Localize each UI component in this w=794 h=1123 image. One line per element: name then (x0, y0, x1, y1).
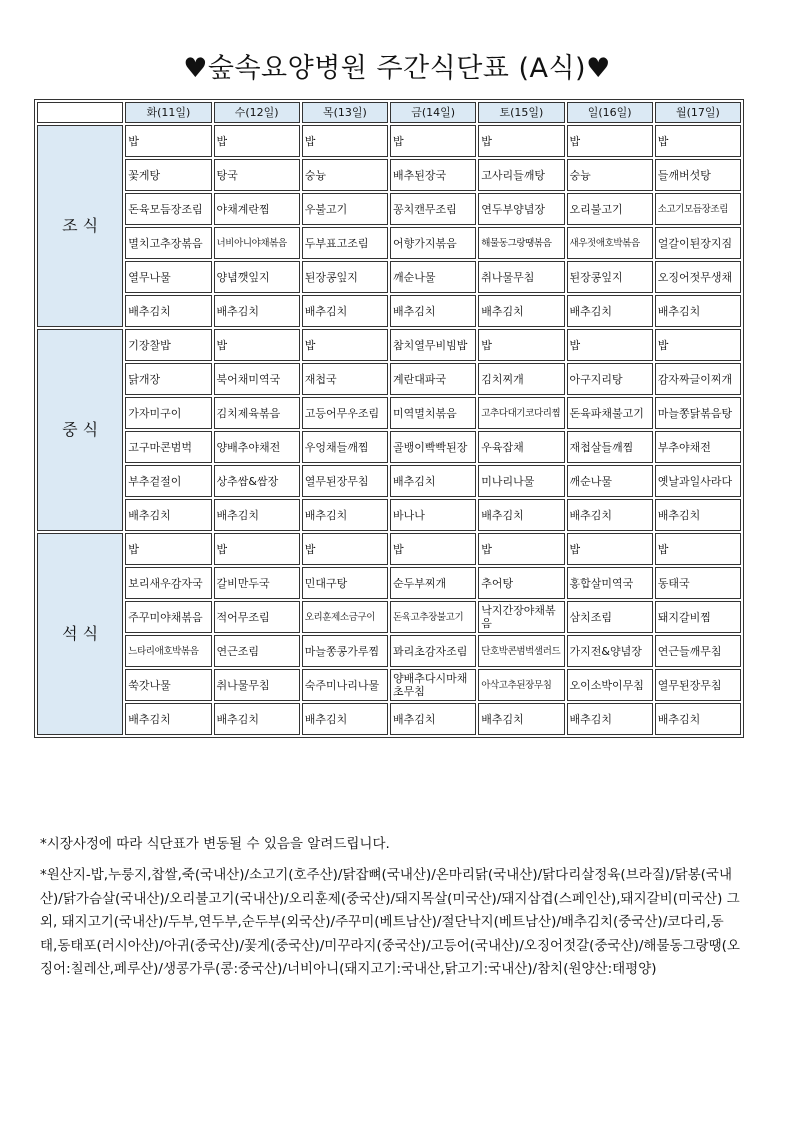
menu-item: 숙주미나리나물 (302, 669, 388, 701)
menu-item: 된장콩잎지 (567, 261, 653, 293)
menu-item: 고사리들깨탕 (478, 159, 564, 191)
menu-item: 깨순나물 (567, 465, 653, 497)
menu-item: 취나물무침 (214, 669, 300, 701)
menu-item: 우엉채들깨찜 (302, 431, 388, 463)
menu-item: 참치열무비빔밥 (390, 329, 476, 361)
menu-item: 배추김치 (655, 295, 741, 327)
meal-row (37, 635, 741, 667)
meal-row (37, 465, 741, 497)
menu-item: 탕국 (214, 159, 300, 191)
menu-item: 두부표고조림 (302, 227, 388, 259)
menu-item: 너비아니야채볶음 (214, 227, 300, 259)
menu-item: 양념깻잎지 (214, 261, 300, 293)
menu-item: 추어탕 (478, 567, 564, 599)
menu-item: 김치찌개 (478, 363, 564, 395)
menu-item: 연근조림 (214, 635, 300, 667)
corner-cell (37, 102, 123, 123)
menu-item: 밥 (567, 125, 653, 157)
menu-item: 열무나물 (125, 261, 211, 293)
menu-item: 밥 (390, 125, 476, 157)
menu-item: 옛날과일사라다 (655, 465, 741, 497)
menu-item: 연근들깨무침 (655, 635, 741, 667)
menu-item: 배추김치 (567, 703, 653, 735)
menu-item: 소고기모듬장조림 (655, 193, 741, 225)
meal-label: 중 식 (37, 329, 123, 531)
meal-label: 조 식 (37, 125, 123, 327)
meal-row (37, 567, 741, 599)
menu-item: 가지전&양념장 (567, 635, 653, 667)
menu-item: 고등어무우조림 (302, 397, 388, 429)
meal-row (37, 261, 741, 293)
menu-item: 갈비만두국 (214, 567, 300, 599)
menu-item: 배추김치 (125, 703, 211, 735)
menu-item: 밥 (214, 125, 300, 157)
menu-item: 깨순나물 (390, 261, 476, 293)
menu-item: 열무된장무침 (302, 465, 388, 497)
menu-item: 배추김치 (302, 295, 388, 327)
menu-item: 배추김치 (567, 295, 653, 327)
origin-notice: *원산지-밥,누룽지,찹쌀,죽(국내산)/소고기(호주산)/닭잡뼈(국내산)/온마리닭(국내산)/닭다리살정육(브라질)/닭봉(국내산)/닭가슴살(국내산)/오리불고기(국내산)/오리훈제(중국산)/돼지목살(미국산)/돼지삼겹(스페인산),돼지갈비(미국산) 그외, 돼지고기(국내산)/두부,연두부,순두부(외국산)/주꾸미(베트남산)/절단낙지(베트남산)/배추김치(중국산)/코다리,동태,동태포(러시아산)/아귀(중국산)/꽃게(중국산)/미꾸라지(중국산)/고등어(국내산)/오징어젓갈(중국산)/해물동그랑땡(오징어:칠레산,페루산)/생콩가루(콩:중국산)/너비아니(돼지고기:국내산,닭고기:국내산)/참치(원양산:태평양) (40, 867, 740, 977)
menu-item: 마늘쫑닭볶음탕 (655, 397, 741, 429)
menu-item: 북어채미역국 (214, 363, 300, 395)
menu-item: 양배추다시마채초무침 (390, 669, 476, 701)
menu-item: 민대구탕 (302, 567, 388, 599)
menu-item: 해물동그랑땡볶음 (478, 227, 564, 259)
menu-item: 꽃게탕 (125, 159, 211, 191)
menu-item: 밥 (302, 533, 388, 565)
menu-item: 배추김치 (478, 499, 564, 531)
menu-item: 재첩국 (302, 363, 388, 395)
day-header: 일(16일) (567, 102, 653, 123)
menu-item: 숭늉 (567, 159, 653, 191)
menu-item: 우불고기 (302, 193, 388, 225)
menu-item: 오징어젓무생채 (655, 261, 741, 293)
menu-item: 계란대파국 (390, 363, 476, 395)
page-title: ♥숲속요양병원 주간식단표 (A식)♥ (183, 53, 611, 84)
meal-row (37, 329, 741, 361)
menu-item: 열무된장무침 (655, 669, 741, 701)
menu-item: 된장콩잎지 (302, 261, 388, 293)
meal-row (37, 227, 741, 259)
menu-item: 상추쌈&쌈장 (214, 465, 300, 497)
menu-item: 바나나 (390, 499, 476, 531)
menu-item: 밥 (655, 533, 741, 565)
menu-item: 오리불고기 (567, 193, 653, 225)
menu-item: 밥 (567, 329, 653, 361)
menu-item: 밥 (655, 125, 741, 157)
menu-item: 느타리애호박볶음 (125, 635, 211, 667)
menu-item: 오이소박이무침 (567, 669, 653, 701)
menu-item: 숭늉 (302, 159, 388, 191)
meal-row (37, 499, 741, 531)
menu-item: 닭개장 (125, 363, 211, 395)
menu-item: 배추김치 (302, 703, 388, 735)
menu-item: 쑥갓나물 (125, 669, 211, 701)
meal-row (37, 193, 741, 225)
menu-item: 동태국 (655, 567, 741, 599)
meal-row (37, 363, 741, 395)
weekly-menu-table (34, 99, 744, 738)
menu-item: 꽁치캔무조림 (390, 193, 476, 225)
menu-item: 밥 (302, 329, 388, 361)
menu-item: 꽈리초감자조림 (390, 635, 476, 667)
day-header: 목(13일) (302, 102, 388, 123)
menu-item: 아구지리탕 (567, 363, 653, 395)
menu-item: 단호박콘범벅샐러드 (478, 635, 564, 667)
menu-item: 돈육고추장불고기 (390, 601, 476, 633)
menu-item: 밥 (478, 125, 564, 157)
menu-item: 배추김치 (214, 295, 300, 327)
day-header: 월(17일) (655, 102, 741, 123)
menu-item: 배추된장국 (390, 159, 476, 191)
menu-item: 연두부양념장 (478, 193, 564, 225)
meal-row (37, 601, 741, 633)
menu-item: 재첩살들깨찜 (567, 431, 653, 463)
menu-item: 배추김치 (214, 499, 300, 531)
meal-label: 석 식 (37, 533, 123, 735)
meal-row (37, 125, 741, 157)
menu-item: 배추김치 (125, 295, 211, 327)
menu-item: 밥 (567, 533, 653, 565)
menu-item: 고구마콘범벅 (125, 431, 211, 463)
menu-item: 돈육모듬장조림 (125, 193, 211, 225)
menu-item: 배추김치 (390, 295, 476, 327)
menu-item: 낙지간장야채볶음 (478, 601, 564, 633)
menu-item: 부추겉절이 (125, 465, 211, 497)
menu-item: 배추김치 (655, 703, 741, 735)
menu-item: 아삭고추된장무침 (478, 669, 564, 701)
menu-item: 가자미구이 (125, 397, 211, 429)
menu-item: 고추다대기코다리찜 (478, 397, 564, 429)
menu-item: 밥 (655, 329, 741, 361)
change-notice: *시장사정에 따라 식단표가 변동될 수 있음을 알려드립니다. (40, 836, 390, 852)
meal-row (37, 533, 741, 565)
menu-item: 배추김치 (655, 499, 741, 531)
menu-item: 배추김치 (125, 499, 211, 531)
menu-item: 배추김치 (567, 499, 653, 531)
day-header: 수(12일) (214, 102, 300, 123)
menu-item: 밥 (478, 329, 564, 361)
day-header: 화(11일) (125, 102, 211, 123)
menu-item: 양배추야채전 (214, 431, 300, 463)
menu-item: 배추김치 (390, 703, 476, 735)
menu-item: 어향가지볶음 (390, 227, 476, 259)
meal-row (37, 397, 741, 429)
menu-item: 홍합살미역국 (567, 567, 653, 599)
menu-item: 들깨버섯탕 (655, 159, 741, 191)
meal-row (37, 431, 741, 463)
menu-item: 얼갈이된장지짐 (655, 227, 741, 259)
menu-item: 기장찰밥 (125, 329, 211, 361)
menu-item: 취나물무침 (478, 261, 564, 293)
menu-item: 마늘쫑콩가루찜 (302, 635, 388, 667)
menu-item: 밥 (302, 125, 388, 157)
day-header: 토(15일) (478, 102, 564, 123)
menu-item: 밥 (214, 329, 300, 361)
menu-item: 감자짜글이찌개 (655, 363, 741, 395)
menu-item: 오리훈제소금구이 (302, 601, 388, 633)
meal-row (37, 669, 741, 701)
menu-item: 적어무조림 (214, 601, 300, 633)
menu-item: 야채계란찜 (214, 193, 300, 225)
menu-item: 돼지갈비찜 (655, 601, 741, 633)
menu-item: 돈육파채불고기 (567, 397, 653, 429)
menu-item: 미나리나물 (478, 465, 564, 497)
menu-item: 김치제육볶음 (214, 397, 300, 429)
day-header: 금(14일) (390, 102, 476, 123)
menu-item: 배추김치 (478, 295, 564, 327)
menu-item: 배추김치 (302, 499, 388, 531)
menu-item: 밥 (125, 533, 211, 565)
menu-item: 부추야채전 (655, 431, 741, 463)
menu-item: 미역멸치볶음 (390, 397, 476, 429)
menu-item: 삼치조림 (567, 601, 653, 633)
meal-row (37, 703, 741, 735)
menu-item: 우육잡채 (478, 431, 564, 463)
meal-row (37, 159, 741, 191)
meal-row (37, 295, 741, 327)
menu-item: 배추김치 (390, 465, 476, 497)
menu-item: 배추김치 (214, 703, 300, 735)
menu-item: 주꾸미야채볶음 (125, 601, 211, 633)
menu-item: 밥 (478, 533, 564, 565)
menu-item: 배추김치 (478, 703, 564, 735)
day-header-row (37, 102, 741, 123)
menu-item: 순두부찌개 (390, 567, 476, 599)
menu-item: 밥 (390, 533, 476, 565)
menu-item: 밥 (214, 533, 300, 565)
menu-item: 새우젓애호박볶음 (567, 227, 653, 259)
menu-item: 골뱅이빡빡된장 (390, 431, 476, 463)
menu-item: 밥 (125, 125, 211, 157)
menu-item: 멸치고추장볶음 (125, 227, 211, 259)
menu-item: 보리새우감자국 (125, 567, 211, 599)
